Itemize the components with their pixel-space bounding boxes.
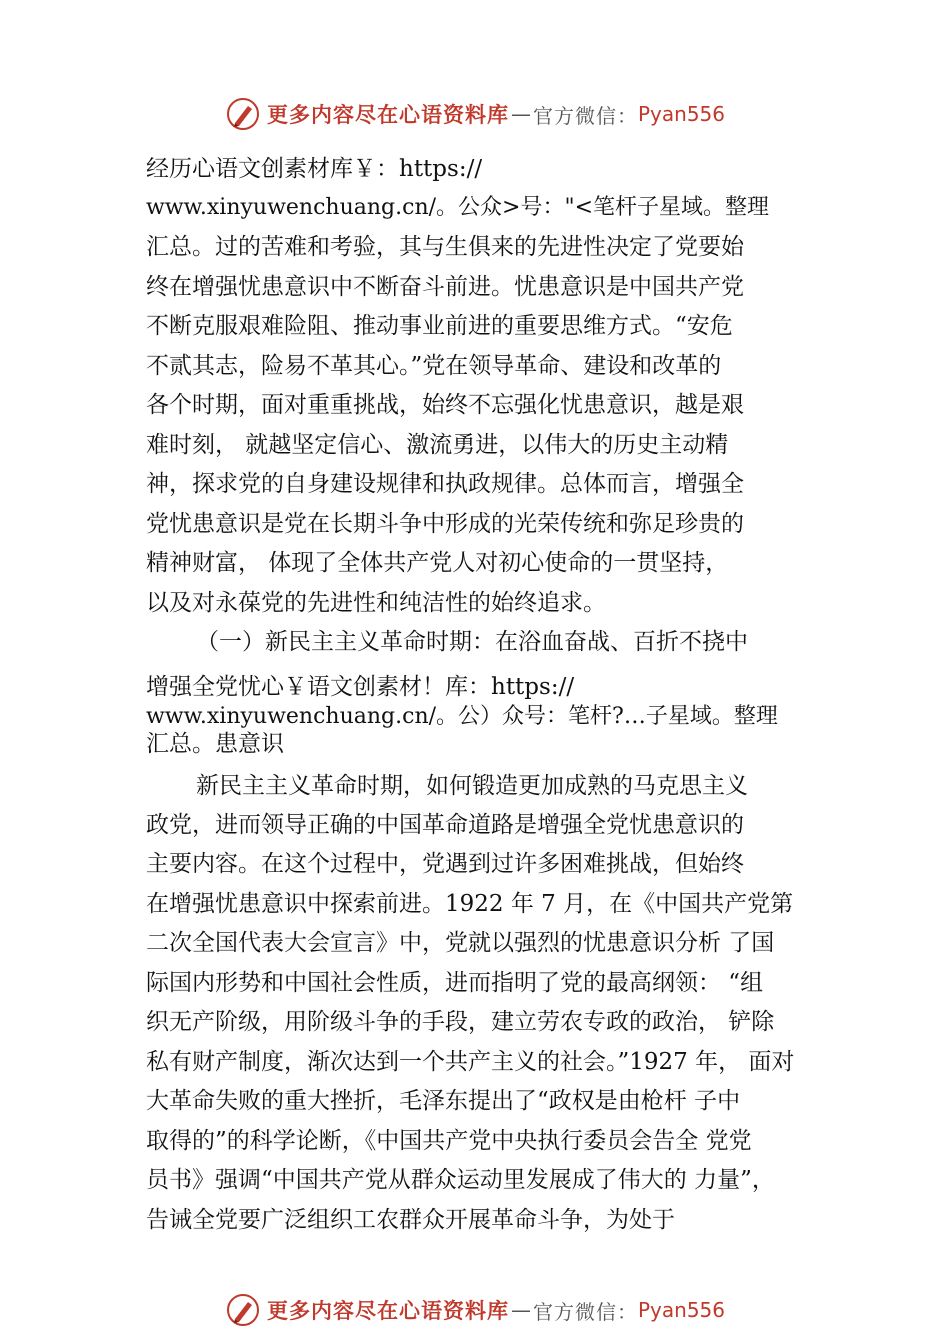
banner-wechat-id: Pyan556 (637, 102, 725, 126)
banner-main-text: 更多内容尽在心语资料库 (266, 102, 509, 127)
pen-logo-icon (225, 96, 261, 132)
text-line: 各个时期，面对重重挑战，始终不忘强化忧患意识，越是艰 (146, 392, 744, 418)
paragraph-first-line: 新民主主义革命时期，如何锻造更加成熟的马克思主义 (196, 773, 748, 799)
banner-separator: — (510, 102, 531, 126)
text-line: 经历心语文创素材库￥：https:// (146, 156, 483, 182)
header-banner (0, 94, 950, 134)
text-line: 神，探求党的自身建设规律和执政规律。总体而言，增强全 (146, 471, 744, 497)
text-line: 增强全党忧心￥语文创素材！库：https:// (146, 674, 575, 700)
text-line: 党忧患意识是党在长期斗争中形成的光荣传统和弥足珍贵的 (146, 511, 744, 537)
text-line: 不贰其志，险易不革其心。”党在领导革命、建设和改革的 (146, 353, 722, 379)
text-line: 大革命失败的重大挫折，毛泽东提出了“政权是由枪杆 子中 (146, 1088, 741, 1114)
section-heading: （一）新民主主义革命时期：在浴血奋战、百折不挠中 (196, 629, 748, 655)
pen-logo-icon (225, 1292, 261, 1328)
text-line: 政党，进而领导正确的中国革命道路是增强全党忧患意识的 (146, 812, 744, 838)
footer-banner (0, 1290, 950, 1330)
text-line: 难时刻， 就越坚定信心、激流勇进，以伟大的历史主动精 (146, 432, 729, 458)
banner-separator: — (510, 1298, 531, 1322)
banner-main-text: 更多内容尽在心语资料库 (266, 1298, 509, 1323)
banner-label: 官方微信： (532, 103, 638, 128)
text-line: www.xinyuwenchuang.cn/。公众>号："<笔杆子星域。整理 (146, 195, 770, 220)
text-line: 汇总。过的苦难和考验，其与生俱来的先进性决定了党要始 (146, 234, 744, 260)
text-line: 织无产阶级，用阶级斗争的手段，建立劳农专政的政治， 铲除 (146, 1009, 775, 1035)
text-line: 员书》强调“中国共产党从群众运动里发展成了伟大的 力量”， (146, 1167, 775, 1193)
text-line: 不断克服艰难险阻、推动事业前进的重要思维方式。“安危 (146, 313, 733, 339)
text-line: 二次全国代表大会宣言》中，党就以强烈的忧患意识分析 了国 (146, 930, 775, 956)
text-line: 终在增强忧患意识中不断奋斗前进。忧患意识是中国共产党 (146, 274, 744, 300)
text-line: 际国内形势和中国社会性质，进而指明了党的最高纲领： “组 (146, 970, 764, 996)
text-line: 以及对永葆党的先进性和纯洁性的始终追求。 (146, 590, 606, 616)
text-line: www.xinyuwenchuang.cn/。公）众号：笔杆?…子星域。整理 (146, 704, 778, 729)
text-line: 私有财产制度，渐次达到一个共产主义的社会。”1927 年， 面对 (146, 1049, 795, 1075)
text-line: 精神财富， 体现了全体共产党人对初心使命的一贯坚持， (146, 550, 729, 576)
text-line: 主要内容。在这个过程中，党遇到过许多困难挑战，但始终 (146, 851, 744, 877)
text-line: 取得的”的科学论断，《中国共产党中央执行委员会告全 党党 (146, 1128, 752, 1154)
banner-label: 官方微信： (532, 1299, 638, 1324)
text-line: 在增强忧患意识中探索前进。1922 年 7 月，在《中国共产党第 (146, 891, 794, 917)
text-line: 告诫全党要广泛组织工农群众开展革命斗争，为处于 (146, 1207, 675, 1233)
banner-wechat-id: Pyan556 (637, 1298, 725, 1322)
text-line: 汇总。患意识 (146, 731, 284, 757)
